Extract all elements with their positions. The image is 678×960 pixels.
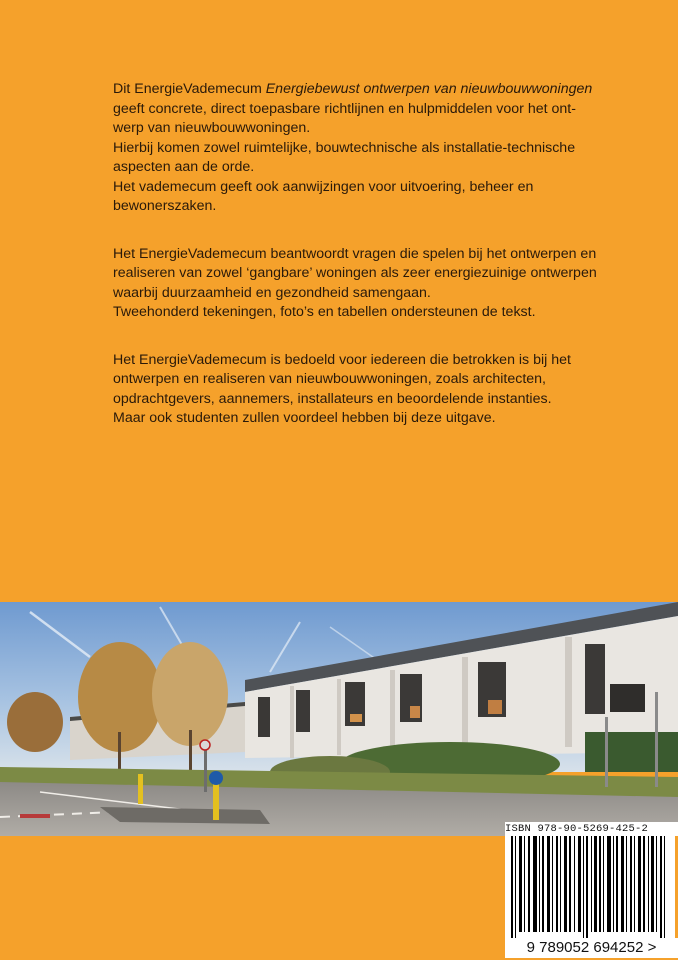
text-line: Maar ook studenten zullen voordeel hebben bij deze uitgave. xyxy=(113,410,496,426)
text-span: Dit EnergieVademecum xyxy=(113,81,266,97)
text-line xyxy=(113,80,633,100)
text-line: opdrachtgevers, aannemers, installateurs en beoordelende instanties. xyxy=(113,390,552,407)
text-line: waarbij duurzaamheid en gezondheid samengaan. xyxy=(113,284,431,301)
paragraph-intro xyxy=(113,80,633,217)
text-line: Tweehonderd tekeningen, foto’s en tabellen ondersteunen de tekst. xyxy=(113,304,536,320)
text-line: Het vademecum geeft ook aanwijzingen voor uitvoering, beheer en xyxy=(113,178,534,195)
back-cover-text xyxy=(113,80,633,457)
housing-photo-svg xyxy=(0,602,678,836)
barcode-bars xyxy=(505,836,675,938)
paragraph-audience xyxy=(113,351,633,429)
text-line: werp van nieuwbouwwoningen. xyxy=(113,120,311,136)
text-line: realiseren van zowel ‘gangbare’ woningen als zeer energiezuinige ontwerpen xyxy=(113,265,597,281)
barcode-digits: 9 789052 694252 > xyxy=(505,938,678,958)
text-line: Het EnergieVademecum is bedoeld voor iedereen die betrokken is bij het xyxy=(113,351,571,368)
text-line: bewonerszaken. xyxy=(113,198,217,214)
barcode xyxy=(505,836,675,954)
text-line: Het EnergieVademecum beantwoordt vragen die spelen bij het ontwerpen en xyxy=(113,245,597,262)
text-line: Hierbij komen zowel ruimtelijke, bouwtechnische als installatie-technische xyxy=(113,139,576,156)
housing-photo xyxy=(0,602,678,836)
book-title-italic: Energiebewust ontwerpen van nieuwbouwwoningen xyxy=(265,81,593,97)
paragraph-questions xyxy=(113,245,633,323)
text-line: aspecten aan de orde. xyxy=(113,159,255,175)
isbn-label: ISBN 978-90-5269-425-2 xyxy=(505,822,678,836)
text-line: geeft concrete, direct toepasbare richtlijnen en hulpmiddelen voor het ont- xyxy=(113,100,576,117)
text-line: ontwerpen en realiseren van nieuwbouwwoningen, zoals architecten, xyxy=(113,371,546,387)
